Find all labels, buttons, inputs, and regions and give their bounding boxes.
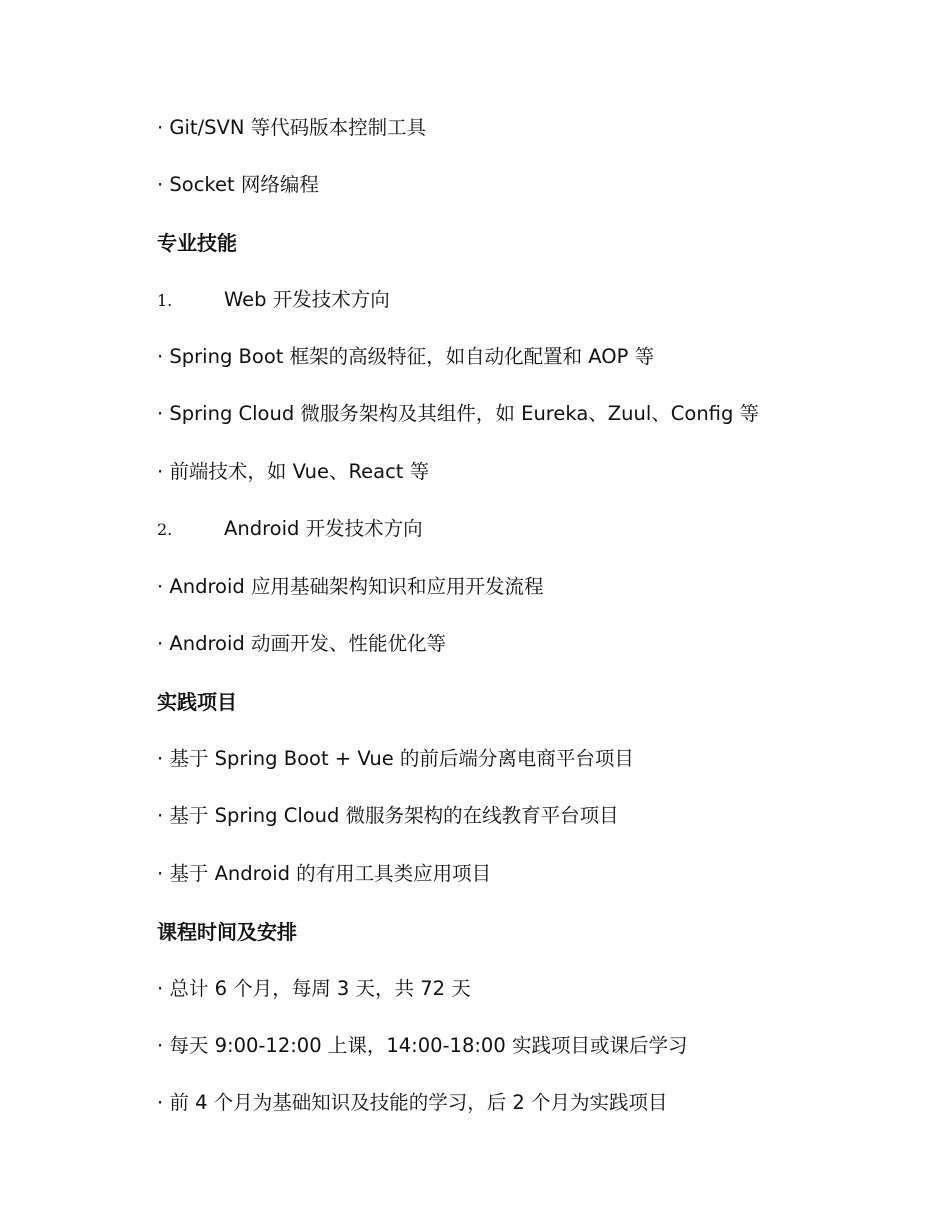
- list-item-android-architecture: · Android 应用基础架构知识和应用开发流程: [157, 575, 544, 598]
- list-number: 2.: [157, 520, 173, 539]
- list-item-project-ecommerce: · 基于 Spring Boot + Vue 的前后端分离电商平台项目: [157, 747, 634, 770]
- list-item-frontend: · 前端技术，如 Vue、React 等: [157, 460, 430, 483]
- list-item-project-education: · 基于 Spring Cloud 微服务架构的在线教育平台项目: [157, 804, 619, 827]
- list-item-socket: · Socket 网络编程: [157, 173, 319, 196]
- list-number: 1.: [157, 291, 173, 310]
- list-item-git-svn: · Git/SVN 等代码版本控制工具: [157, 116, 427, 139]
- list-item-project-android-tools: · 基于 Android 的有用工具类应用项目: [157, 862, 492, 885]
- section-heading-projects: 实践项目: [157, 690, 237, 714]
- list-item-schedule-daily: · 每天 9:00-12:00 上课，14:00-18:00 实践项目或课后学习: [157, 1034, 688, 1057]
- section-heading-skills: 专业技能: [157, 231, 237, 255]
- list-item-schedule-total: · 总计 6 个月，每周 3 天，共 72 天: [157, 977, 471, 1000]
- list-item-spring-boot: · Spring Boot 框架的高级特征，如自动化配置和 AOP 等: [157, 345, 655, 368]
- list-item-schedule-phases: · 前 4 个月为基础知识及技能的学习，后 2 个月为实践项目: [157, 1091, 668, 1114]
- section-heading-schedule: 课程时间及安排: [157, 920, 297, 944]
- numbered-item-title: Web 开发技术方向: [224, 288, 390, 311]
- list-item-android-animation: · Android 动画开发、性能优化等: [157, 632, 446, 655]
- list-item-spring-cloud: · Spring Cloud 微服务架构及其组件，如 Eureka、Zuul、Config 等: [157, 402, 760, 425]
- numbered-item-title: Android 开发技术方向: [224, 517, 423, 540]
